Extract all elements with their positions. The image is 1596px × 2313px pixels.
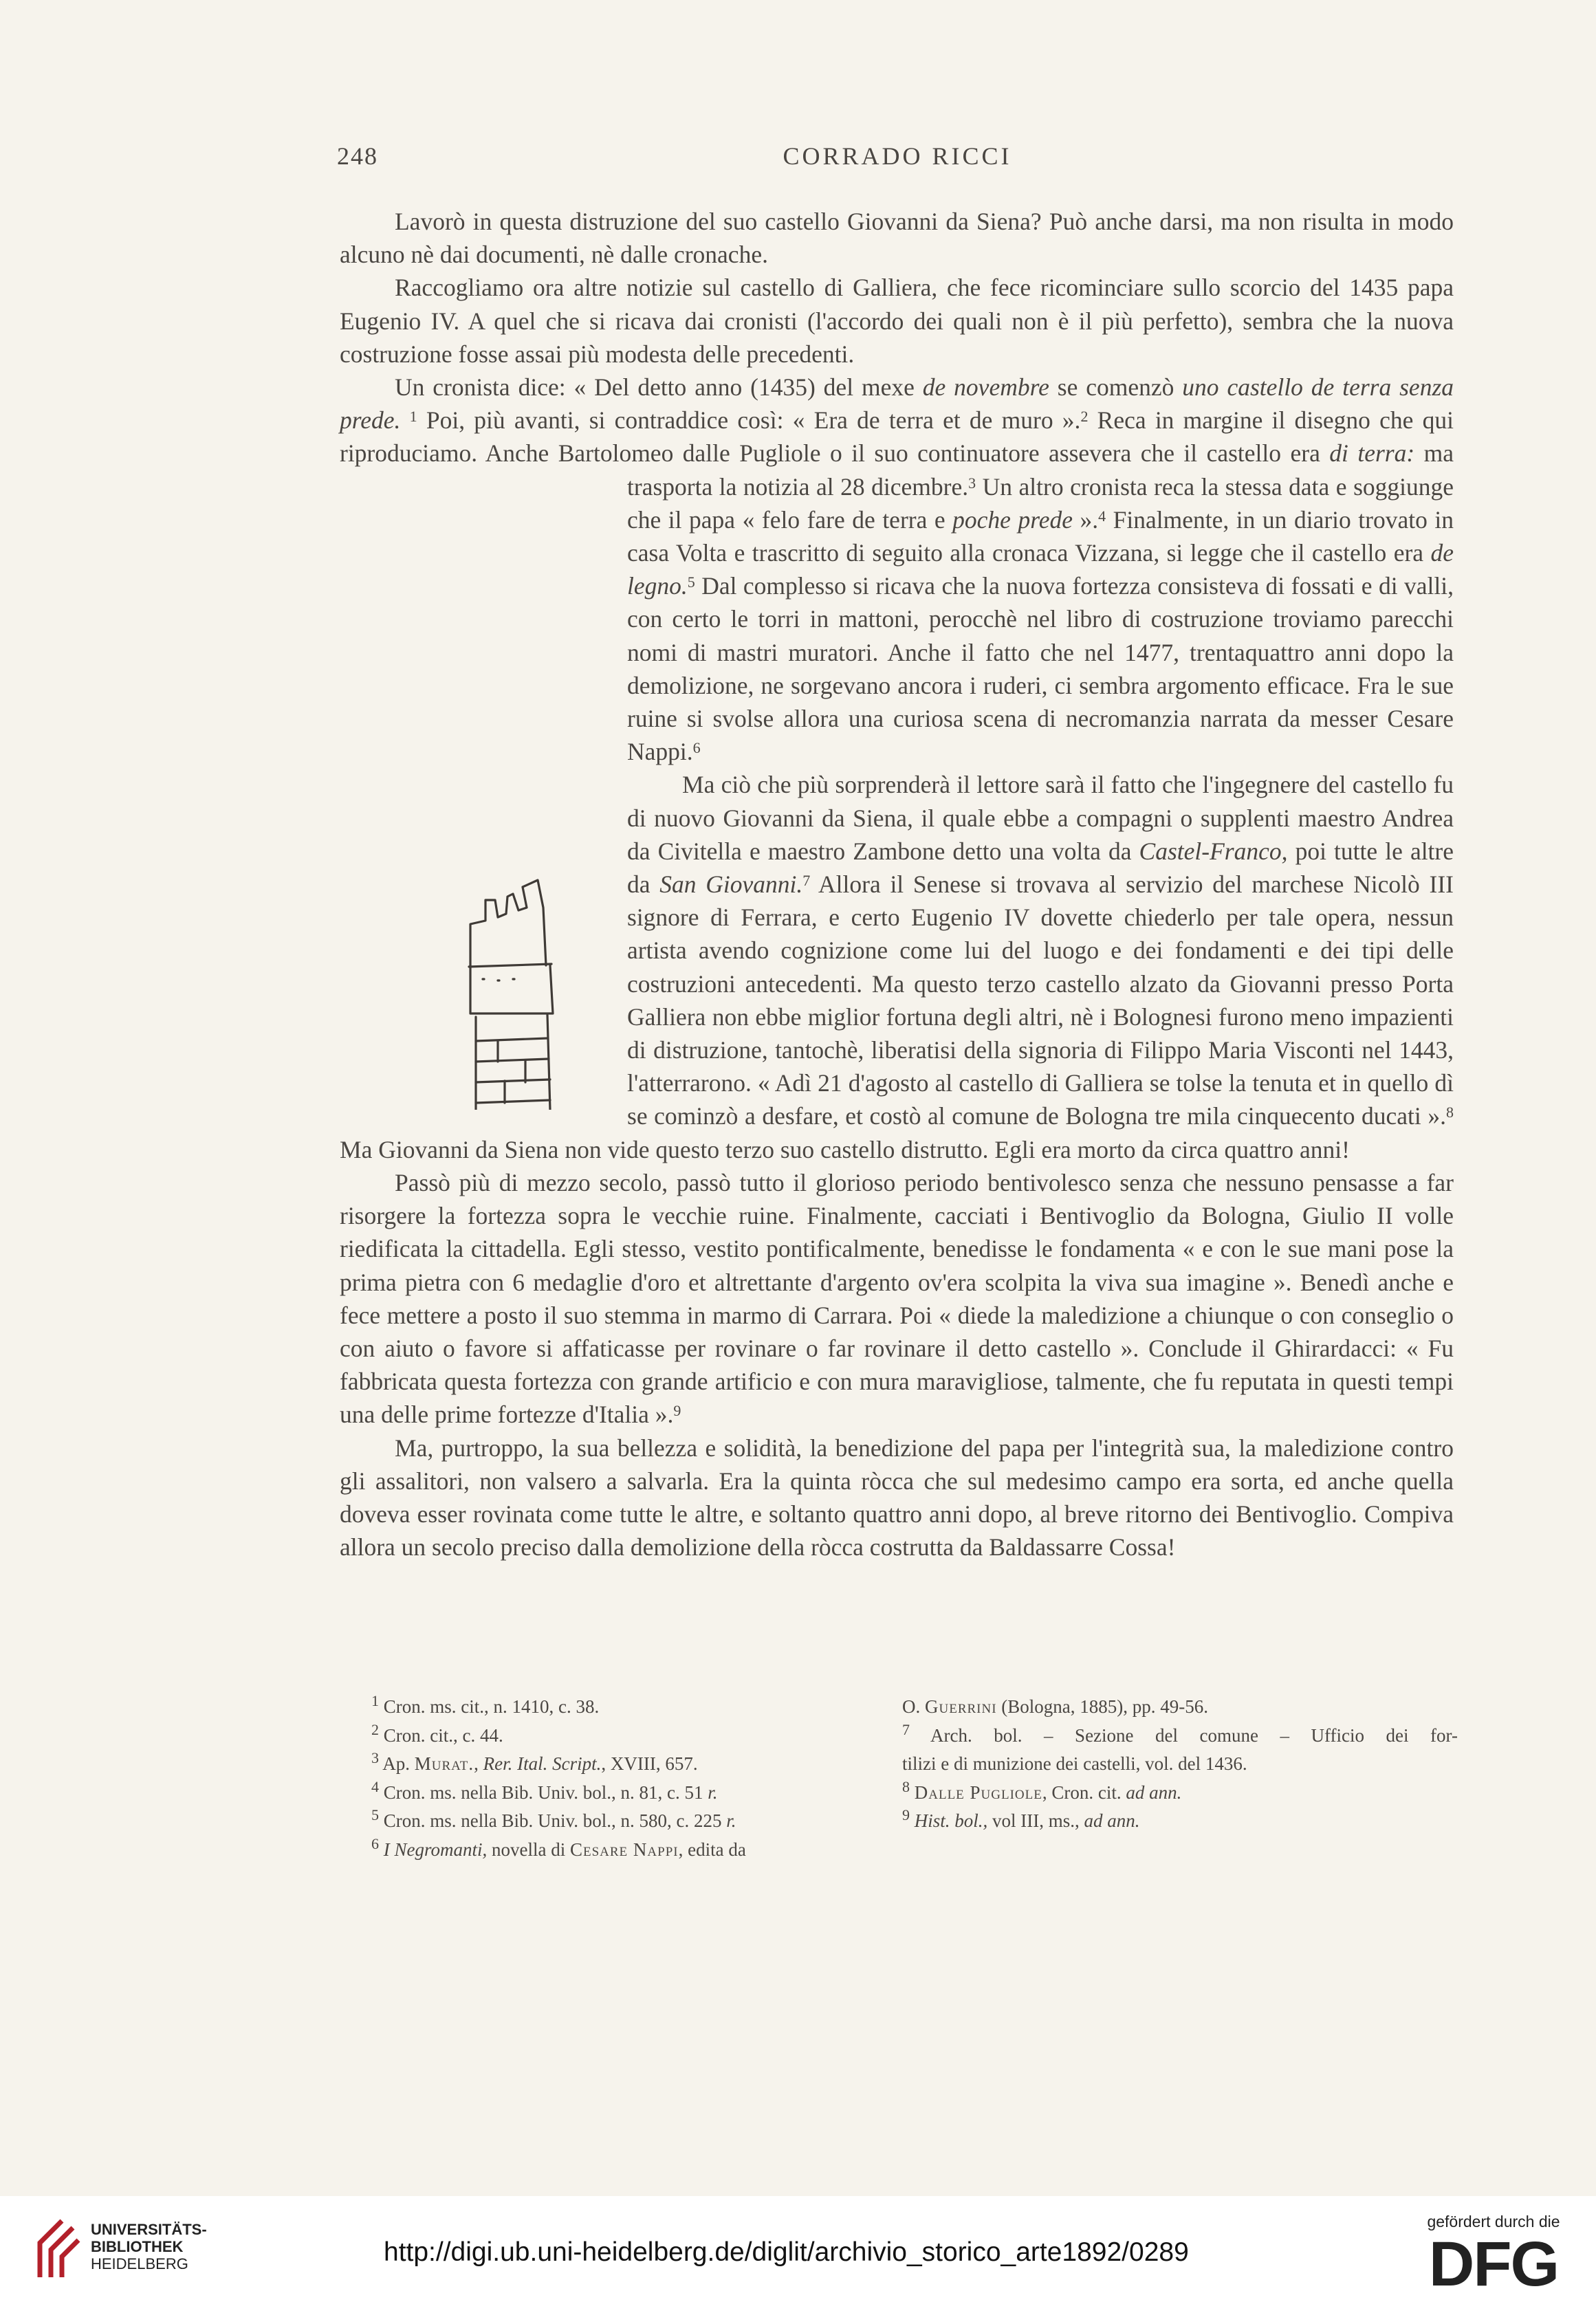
- castle-sketch-drawing: [333, 470, 611, 1110]
- page-number: 248: [337, 142, 378, 170]
- footnote-ref: 4: [1098, 507, 1106, 525]
- footnote-4: $^4$ Cron. ms. nella Bib. Univ. bol., n. 81, c. 51 r.: [371, 1777, 718, 1803]
- footnote-1: $^1$ Cron. ms. cit., n. 1410, c. 38.: [371, 1692, 600, 1717]
- running-title: CORRADO RICCI: [783, 142, 1012, 170]
- dfg-logo: DFG: [1428, 2229, 1559, 2299]
- footnote-ref: 2: [1080, 408, 1089, 426]
- footnote-9: $^9$ Hist. bol., vol III, ms., ad ann.: [902, 1806, 1140, 1831]
- footnote-5: $^5$ Cron. ms. nella Bib. Univ. bol., n. 580, c. 225 r.: [371, 1806, 736, 1831]
- paragraph-3: Un cronista dice: « Del detto anno (1435) del mexe de novembre se comenzò uno castello de terra senza prede. $^1$ Poi, più avanti, si contraddice così: « Era de terra et de muro ».$^2$ Reca in margine il disegno che qui riproduciamo. Anche Bartolomeo dalle Pugliole o il suo continuatore assevera che il castello era di terra: ma trasporta la notizia al 28 dicembre.$^3$ Un altro cronista reca la stessa data e soggiunge che il papa « felo fare de terra e poche prede ».$^4$ Finalmente, in un diario trovato in casa Volta e trascritto di seguito alla cronaca Vizzana, si legge che il castello era de legno.$^5$ Dal complesso si ricava che la nuova fortezza consisteva di fossati e di valli, con certo le torri in mattoni, perocchè nel libro di costruzione troviamo parecchi nomi di mastri muratori. Anche il fatto che nel 1477, trentaquattro anni dopo la demolizione, ne sorgevano ancora i ruderi, ci sembra argomento efficace. Fra le sue ruine si svolse allora una curiosa scena di necromanzia narrata da messer Cesare Nappi.$^6$: [340, 371, 1454, 768]
- footnote-ref: 1: [409, 408, 417, 426]
- footnote-ref: 6: [692, 739, 701, 757]
- paragraph-6: Ma, purtroppo, la sua bellezza e solidità, la benedizione del papa per l'integrità sua, la maledizione contro gli assalitori, non valsero a salvarla. Era la quinta ròcca che sul medesimo campo era sorta, ed anche quella doveva esser rovinata come tutte le altre, e soltanto quattro anni dopo, al breve ritorno dei Bentivoglio. Compiva allora un secolo preciso dalla demolizione della ròcca costrutta da Baldassarre Cossa!: [340, 1434, 1454, 1561]
- footnotes-right-column: [902, 1693, 1458, 1836]
- castle-sketch-figure: [333, 470, 611, 1110]
- footnote-ref: 5: [687, 573, 695, 591]
- body-text: [340, 205, 1454, 1564]
- paragraph-5: Passò più di mezzo secolo, passò tutto il glorioso periodo bentivolesco senza che nessuno pensasse a far risorgere la fortezza sopra le vecchie ruine. Finalmente, cacciati i Bentivoglio da Bologna, Giulio II volle riedificata la cittadella. Egli stesso, vestito pontificalmente, benedisse le fondamenta « e con le sue mani pose la prima pietra con 6 medaglie d'oro et altrettante d'argento ov'era scolpita la viva sua imagine ». Benedì anche e fece mettere a posto il suo stemma in marmo di Carrara. Poi « diede la maledizione a chiunque o con conseglio o con aiuto o favore si affaticasse per rovinare o far rovinare il detto castello ». Conclude il Ghirardacci: « Fu fabbricata questa fortezza con grande artificio e con mura maravigliose, talmente, che fu reputata in questi tempi una delle prime fortezze d'Italia ».$^9$: [340, 1168, 1454, 1429]
- paragraph-2: Raccogliamo ora altre notizie sul castello di Galliera, che fece ricominciare sullo scorcio del 1435 papa Eugenio IV. A quel che si ricava dai cronisti (l'accordo dei quali non è il più perfetto), sembra che la nuova costruzione fosse assai più modesta delle precedenti.: [340, 274, 1454, 368]
- running-header: [337, 142, 1458, 176]
- digitization-footer: [0, 2196, 1596, 2313]
- footnote-ref: 7: [802, 872, 811, 890]
- footnote-2: $^2$ Cron. cit., c. 44.: [371, 1720, 503, 1746]
- footnote-8: $^8$ Dalle Pugliole, Cron. cit. ad ann.: [902, 1777, 1182, 1803]
- footnote-3: $^3$ Ap. Murat., Rer. Ital. Script., XVIII, 657.: [371, 1749, 698, 1774]
- footnote-7-continued: tilizi e di munizione dei castelli, vol. del 1436.: [902, 1753, 1247, 1774]
- paragraph-1: Lavorò in questa distruzione del suo castello Giovanni da Siena? Può anche darsi, ma non risulta in modo alcuno nè dai documenti, nè dalle cronache.: [340, 208, 1454, 269]
- footnote-6-continued: O. Guerrini (Bologna, 1885), pp. 49-56.: [902, 1696, 1209, 1717]
- footnote-7: $^7$ Arch. bol. – Sezione del comune – Ufficio dei for-: [902, 1720, 1458, 1746]
- funded-by-label: gefördert durch die: [1427, 2213, 1560, 2230]
- footnote-ref: 9: [673, 1402, 681, 1420]
- paragraph-4: Ma ciò che più sorprenderà il lettore sarà il fatto che l'ingegnere del castello fu di nuovo Giovanni da Siena, il quale ebbe a compagni o supplenti maestro Andrea da Civitella e maestro Zambone detto una volta da Castel-Franco, poi tutte le altre da San Giovanni.$^7$ Allora il Senese si trovava al servizio del marchese Nicolò III signore di Ferrara, e certo Eugenio IV dovette chiederlo per tale opera, nessun artista avendo cognizione come lui del luogo e dei fondamenti e dei tipi delle costruzioni antecedenti. Ma questo terzo castello alzato da Giovanni presso Porta Galliera non ebbe miglior fortuna degli altri, nè i Bolognesi furono meno impazienti di distruzione, tantochè, liberatisi della signoria di Filippo Maria Visconti nel 1443, l'atterrarono. « Adì 21 d'agosto al castello di Galliera se tolse la tenuta et in quello dì se cominzò a desfare, et costò al comune de Bologna tre mila cinquecento ducati ».$^8$ Ma Giovanni da Siena non vide questo terzo suo castello distrutto. Egli era morto da circa quattro anni!: [340, 771, 1454, 1163]
- footnotes-left-column: [371, 1693, 880, 1864]
- library-name: UNIVERSITÄTS- BIBLIOTHEK HEIDELBERG: [91, 2221, 207, 2272]
- footnote-6: $^6$ I Negromanti, novella di Cesare Nappi, edita da: [371, 1834, 746, 1860]
- permalink-url[interactable]: http://digi.ub.uni-heidelberg.de/diglit/archivio_storico_arte1892/0289: [384, 2237, 1189, 2267]
- funding-notice: [1411, 2213, 1576, 2297]
- footnote-ref: 8: [1446, 1104, 1454, 1121]
- footnote-ref: 3: [968, 474, 976, 492]
- university-library-logo-icon: [34, 2215, 84, 2281]
- castle-sketch-icon: [350, 880, 580, 1110]
